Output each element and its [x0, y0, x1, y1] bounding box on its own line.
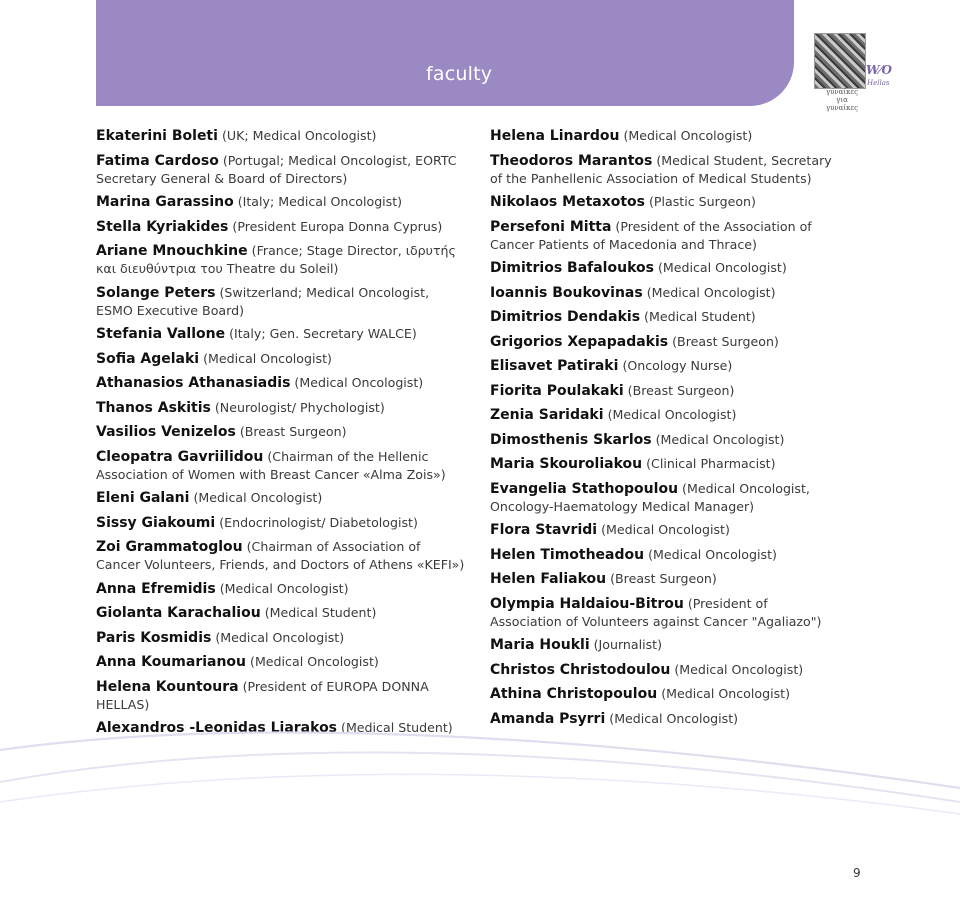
faculty-entry: [96, 152, 468, 187]
faculty-entry: [96, 284, 468, 319]
faculty-description: (Medical Student, Secretary of the Panhellenic Association of Medical Students): [490, 152, 832, 186]
faculty-entry: [96, 653, 468, 671]
faculty-description: (Medical Oncologist): [294, 375, 424, 390]
faculty-name: Fatima Cardoso: [96, 152, 219, 169]
faculty-description: (Oncology Nurse): [622, 358, 733, 373]
faculty-name: Zoi Grammatoglou: [96, 539, 243, 555]
faculty-name: Cleopatra Gavriilidou: [96, 448, 264, 465]
faculty-description: (Italy; Medical Oncologist): [237, 194, 403, 209]
faculty-description: (France; Stage Director, ιδρυτής και διευθύντρια του Theatre du Soleil): [96, 243, 456, 276]
faculty-description: (Endocrinologist/ Diabetologist): [219, 514, 418, 530]
faculty-entry: [96, 514, 468, 532]
faculty-description: (Neurologist/ Phychologist): [214, 399, 385, 415]
faculty-description: (Medical Student): [341, 720, 453, 735]
faculty-entry: [96, 350, 468, 368]
faculty-description: (Medical Oncologist): [203, 350, 332, 366]
faculty-name: Evangelia Stathopoulou: [490, 480, 679, 497]
faculty-description: (Medical Oncologist): [609, 710, 739, 726]
faculty-description: (Medical Student): [644, 309, 756, 324]
faculty-name: Helen Timotheadou: [490, 546, 645, 563]
faculty-entry: [96, 580, 468, 598]
faculty-description: (Breast Surgeon): [627, 382, 735, 398]
faculty-name: Helena Kountoura: [96, 678, 239, 695]
faculty-description: (Medical Oncologist): [648, 546, 777, 562]
faculty-description: (Medical Oncologist): [646, 284, 776, 300]
faculty-entry: [96, 218, 468, 236]
swoosh-line-3: [0, 774, 960, 814]
faculty-entry: [490, 431, 842, 449]
faculty-entry: [490, 308, 842, 326]
faculty-description: (President of EUROPA DONNA HELLAS): [96, 678, 429, 712]
faculty-name: Dimitrios Dendakis: [490, 309, 641, 325]
faculty-description: (Breast Surgeon): [672, 333, 779, 349]
faculty-name: Christos Christodoulou: [490, 661, 671, 678]
faculty-entry: [490, 480, 842, 515]
faculty-description: (Medical Oncologist): [674, 661, 804, 677]
faculty-entry: [490, 127, 842, 145]
logo-sub: Hellas: [867, 79, 890, 87]
faculty-entry: [490, 570, 842, 588]
faculty-name: Maria Houkli: [490, 637, 590, 653]
faculty-description: (Switzerland; Medical Oncologist, ESMO Executive Board): [96, 284, 430, 318]
faculty-name: Ioannis Boukovinas: [490, 284, 643, 301]
page-title: faculty: [426, 63, 493, 85]
faculty-entry: [96, 489, 468, 507]
faculty-description: (Medical Oncologist): [601, 522, 730, 537]
faculty-description: (Medical Oncologist): [219, 580, 349, 596]
faculty-description: (Medical Oncologist): [623, 128, 753, 143]
faculty-description: (Medical Student): [264, 605, 377, 620]
faculty-entry: [490, 636, 842, 654]
faculty-entry: [490, 259, 842, 277]
faculty-entry: [96, 325, 468, 343]
faculty-description: (UK; Medical Oncologist): [221, 128, 377, 143]
faculty-description: (Medical Oncologist, Oncology-Haematology Medical Manager): [490, 480, 810, 514]
faculty-description: (Breast Surgeon): [610, 571, 717, 586]
faculty-name: Athina Christopoulou: [490, 686, 658, 702]
faculty-entry: [96, 374, 468, 392]
faculty-name: Stefania Vallone: [96, 326, 226, 342]
faculty-entry: [490, 357, 842, 375]
faculty-name: Helena Linardou: [490, 128, 620, 144]
faculty-name: Elisavet Patiraki: [490, 358, 619, 374]
faculty-description: (President Europa Donna Cyprus): [232, 218, 443, 234]
faculty-description: (Clinical Pharmacist): [646, 456, 776, 471]
faculty-name: Solange Peters: [96, 284, 216, 301]
faculty-entry: [490, 521, 842, 539]
faculty-name: Amanda Psyrri: [490, 710, 606, 727]
swoosh-line-2: [0, 752, 960, 802]
faculty-entry: [490, 685, 842, 703]
faculty-entry: [96, 423, 468, 441]
faculty-name: Marina Garassino: [96, 194, 234, 210]
faculty-name: Alexandros -Leonidas Liarakos: [96, 720, 338, 736]
faculty-name: Flora Stavridi: [490, 522, 598, 538]
faculty-entry: [96, 604, 468, 622]
faculty-name: Thanos Askitis: [96, 399, 211, 416]
faculty-entry: [96, 127, 468, 145]
faculty-name: Athanasios Athanasiadis: [96, 375, 291, 391]
faculty-entry: [490, 218, 842, 253]
faculty-name: Sofia Agelaki: [96, 350, 200, 367]
faculty-description: (Breast Surgeon): [239, 424, 347, 439]
faculty-entry: [96, 538, 468, 573]
faculty-entry: [96, 399, 468, 417]
faculty-description: (Medical Oncologist): [193, 490, 323, 505]
faculty-name: Fiorita Poulakaki: [490, 382, 624, 399]
faculty-name: Anna Koumarianou: [96, 654, 247, 670]
faculty-description: (Journalist): [593, 637, 663, 652]
faculty-description: (Italy; Gen. Secretary WALCE): [229, 326, 417, 341]
faculty-entry: [96, 242, 468, 277]
faculty-name: Dimitrios Bafaloukos: [490, 260, 654, 276]
faculty-entry: [490, 382, 842, 400]
faculty-name: Anna Efremidis: [96, 580, 216, 597]
faculty-entry: [490, 193, 842, 211]
faculty-description: (Medical Oncologist): [607, 407, 737, 422]
faculty-description: (Chairman of the Hellenic Association of Women with Breast Cancer «Alma Zois»): [96, 448, 446, 482]
faculty-name: Paris Kosmidis: [96, 629, 212, 646]
faculty-name: Olympia Haldaiou-Bitrou: [490, 595, 684, 612]
faculty-name: Eleni Galani: [96, 490, 190, 506]
faculty-name: Vasilios Venizelos: [96, 424, 236, 440]
logo-caption: γυναίκες για γυναίκες: [825, 88, 859, 112]
faculty-entry: [96, 448, 468, 483]
faculty-list-left: [96, 127, 468, 744]
faculty-entry: [490, 333, 842, 351]
faculty-description: (President of Association of Volunteers against Cancer "Agaliazo"): [490, 595, 822, 629]
page-number: 9: [853, 866, 861, 880]
faculty-description: (Medical Oncologist): [657, 260, 787, 275]
faculty-description: (Portugal; Medical Oncologist, EORTC Secretary General & Board of Directors): [96, 152, 457, 186]
faculty-description: (Plastic Surgeon): [649, 194, 756, 209]
faculty-list-right: [490, 127, 842, 734]
logo-photo-icon: [814, 33, 866, 89]
faculty-entry: [490, 595, 842, 630]
faculty-name: Sissy Giakoumi: [96, 514, 216, 531]
faculty-name: Persefoni Mitta: [490, 218, 612, 235]
faculty-entry: [96, 193, 468, 211]
faculty-name: Maria Skouroliakou: [490, 456, 643, 472]
faculty-entry: [490, 406, 842, 424]
logo: [812, 33, 892, 121]
faculty-description: (Chairman of Association of Cancer Volunteers, Friends, and Doctors of Athens «KEFI»): [96, 539, 465, 572]
logo-mark: W⁄O: [866, 63, 892, 77]
faculty-name: Stella Kyriakides: [96, 218, 229, 235]
faculty-entry: [490, 661, 842, 679]
faculty-name: Ekaterini Boleti: [96, 128, 218, 144]
decorative-swoosh: [0, 710, 960, 830]
faculty-name: Zenia Saridaki: [490, 407, 604, 423]
faculty-name: Theodoros Marantos: [490, 152, 653, 169]
faculty-description: (Medical Oncologist): [250, 654, 379, 669]
faculty-name: Ariane Mnouchkine: [96, 243, 248, 259]
faculty-description: (Medical Oncologist): [661, 686, 790, 701]
faculty-entry: [96, 629, 468, 647]
faculty-name: Dimosthenis Skarlos: [490, 431, 652, 448]
faculty-description: (President of the Association of Cancer Patients of Macedonia and Thrace): [490, 218, 812, 252]
header-band: [96, 0, 794, 106]
faculty-entry: [490, 152, 842, 187]
faculty-entry: [490, 455, 842, 473]
faculty-description: (Medical Oncologist): [655, 431, 785, 447]
faculty-name: Giolanta Karachaliou: [96, 605, 261, 621]
faculty-description: (Medical Oncologist): [215, 629, 345, 645]
faculty-name: Nikolaos Metaxotos: [490, 194, 645, 210]
faculty-entry: [490, 284, 842, 302]
faculty-name: Helen Faliakou: [490, 571, 607, 587]
faculty-name: Grigorios Xepapadakis: [490, 333, 669, 350]
swoosh-line-1: [0, 733, 960, 788]
faculty-entry: [490, 546, 842, 564]
faculty-entry: [96, 678, 468, 713]
